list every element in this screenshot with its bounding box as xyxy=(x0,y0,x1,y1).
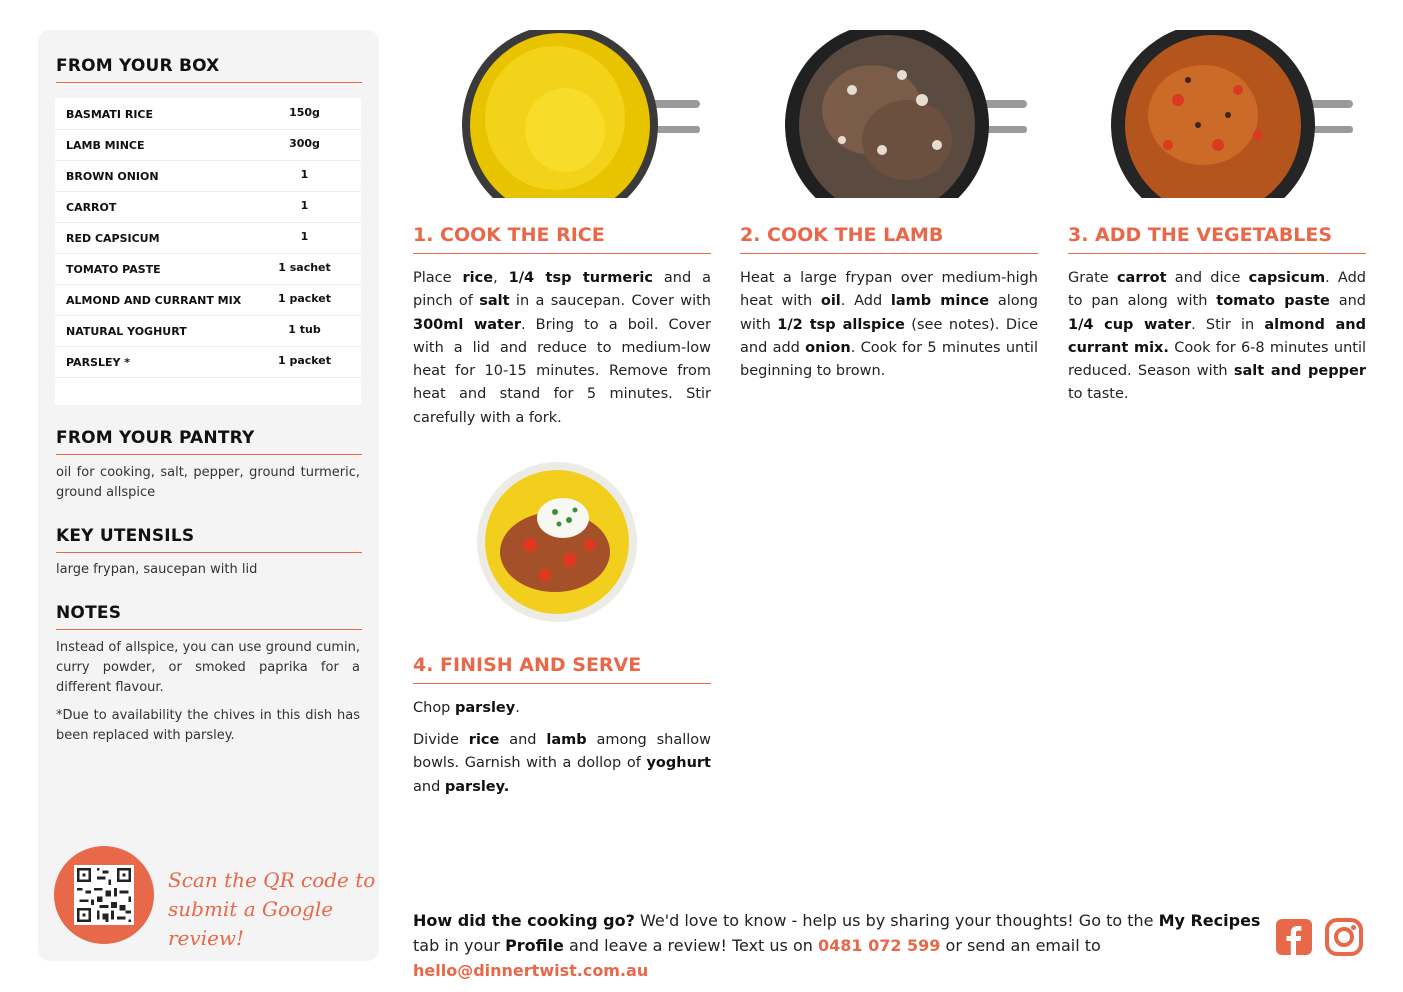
table-row xyxy=(55,253,361,285)
table-row xyxy=(55,222,361,254)
rice-pot-photo xyxy=(455,30,705,198)
ingredient-qty: 1 sachet xyxy=(278,261,331,274)
ingredient-name: BROWN ONION xyxy=(66,170,159,183)
step-3-title: 3. ADD THE VEGETABLES xyxy=(1068,224,1366,254)
qr-text-line-2: submit a Google review! xyxy=(168,897,334,950)
from-your-pantry-title: FROM YOUR PANTRY xyxy=(56,428,362,455)
instagram-icon[interactable] xyxy=(1325,918,1363,956)
phone-link[interactable]: 0481 072 599 xyxy=(817,936,941,955)
qr-code-icon xyxy=(74,865,134,925)
table-row xyxy=(55,129,361,161)
table-row xyxy=(55,346,361,378)
step-3-text: Grate carrot and dice capsicum. Add to pan along with tomato paste and 1/4 cup water. Stir in almond and currant mix. Cook for 6-8 minutes until reduced. Season with salt and pepper to taste. xyxy=(1068,270,1367,403)
from-your-box-title: FROM YOUR BOX xyxy=(56,56,362,83)
step-1-title: 1. COOK THE RICE xyxy=(413,224,711,254)
notes-title: NOTES xyxy=(56,603,362,630)
vegetables-pan-photo xyxy=(1108,30,1358,198)
ingredient-name: NATURAL YOGHURT xyxy=(66,325,187,338)
utensils-text: large frypan, saucepan with lid xyxy=(56,562,258,577)
notes-text-2: *Due to availability the chives in this dish has been replaced with parsley. xyxy=(56,708,360,743)
qr-text-line-1: Scan the QR code to xyxy=(168,868,376,892)
key-utensils-title: KEY UTENSILS xyxy=(56,526,362,553)
step-2-text: Heat a large frypan over medium-high heat with oil. Add lamb mince along with 1/2 tsp allspice (see notes). Dice and add onion. Cook for 5 minutes until beginning to brown. xyxy=(740,270,1039,380)
ingredient-qty: 300g xyxy=(289,137,320,150)
step-4-title: 4. FINISH AND SERVE xyxy=(413,654,711,684)
ingredient-qty: 1 xyxy=(300,168,309,181)
ingredient-qty: 1 packet xyxy=(277,292,332,305)
step-4-text-1: Chop parsley. xyxy=(413,700,520,716)
notes-text-1: Instead of allspice, you can use ground cumin, curry powder, or smoked paprika for a different flavour. xyxy=(56,640,360,695)
ingredient-name: LAMB MINCE xyxy=(66,139,145,152)
lamb-pan-photo xyxy=(782,30,1032,198)
box-ingredients-table xyxy=(55,98,361,405)
step-1-text: Place rice, 1/4 tsp turmeric and a pinch of salt in a saucepan. Cover with 300ml water. Bring to a boil. Cover with a lid and reduce to medium-low heat for 10-15 minutes. Remove from heat and stand for 5 minutes. Stir carefully with a fork. xyxy=(413,270,712,426)
table-row xyxy=(55,191,361,223)
ingredient-qty: 1 packet xyxy=(277,354,332,367)
qr-review-text xyxy=(168,866,379,953)
qr-code-badge[interactable] xyxy=(54,846,154,944)
ingredient-name: ALMOND AND CURRANT MIX xyxy=(66,294,242,307)
facebook-icon[interactable] xyxy=(1275,918,1313,956)
table-row xyxy=(55,315,361,347)
ingredient-name: RED CAPSICUM xyxy=(66,232,160,245)
pantry-text: oil for cooking, salt, pepper, ground turmeric, ground allspice xyxy=(56,465,360,500)
table-row xyxy=(55,160,361,192)
step-4-text-2: Divide rice and lamb among shallow bowls. Garnish with a dollop of yoghurt and parsley. xyxy=(413,732,712,795)
ingredient-name: TOMATO PASTE xyxy=(66,263,161,276)
ingredient-qty: 150g xyxy=(289,106,320,119)
ingredient-qty: 1 tub xyxy=(288,323,321,336)
email-link[interactable]: hello@dinnertwist.com.au xyxy=(413,961,649,980)
ingredient-qty: 1 xyxy=(300,230,309,243)
table-row xyxy=(55,98,361,130)
ingredients-sidebar xyxy=(38,30,379,961)
finished-dish-photo xyxy=(475,460,640,625)
ingredient-name: PARSLEY * xyxy=(66,356,131,369)
ingredient-qty: 1 xyxy=(300,199,309,212)
ingredient-name: BASMATI RICE xyxy=(66,108,154,121)
review-footer: How did the cooking go? We'd love to know - help us by sharing your thoughts! Go to the My Recipes tab in your Profile and leave a review! Text us on 0481 072 599 or send an email to hello@dinnertwist.com.au xyxy=(413,911,1261,980)
step-2-title: 2. COOK THE LAMB xyxy=(740,224,1038,254)
table-row xyxy=(55,284,361,316)
ingredient-name: CARROT xyxy=(66,201,117,214)
